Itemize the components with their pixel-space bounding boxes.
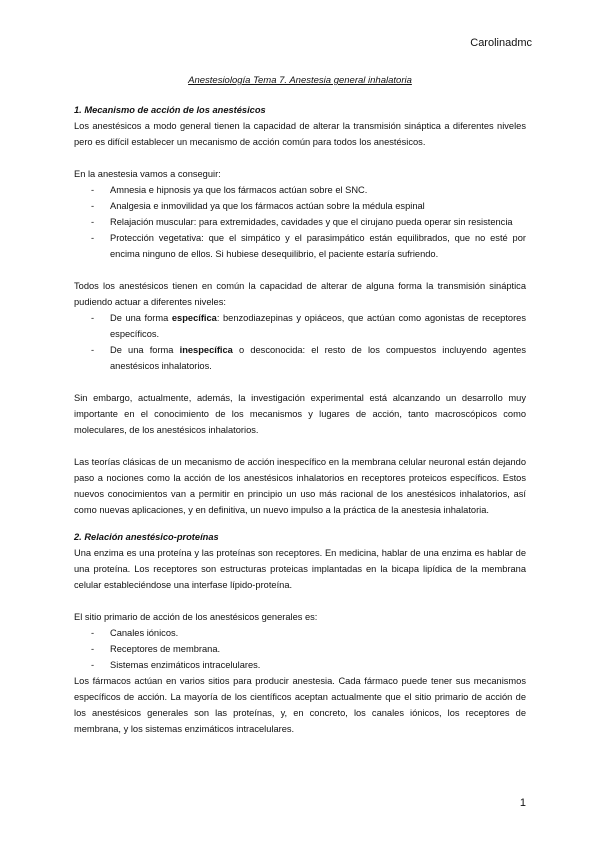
bold-term: específica (171, 313, 217, 323)
list-item: - De una forma inespecífica o desconocida: el resto de los compuestos incluyendo agentes anestésicos inhalatorios. (74, 342, 526, 374)
list-item: - De una forma específica: benzodiazepinas y opiáceos, que actúan como agonistas de receptores específicos. (74, 310, 526, 342)
bold-term: inespecífica (179, 345, 233, 355)
document-body (74, 102, 526, 737)
list-item: - Protección vegetativa: que el simpático y el parasimpático están equilibrados, que no esté por encima ninguno de ellos. Si hubiese desequilibrio, el paciente estaría sufriendo. (74, 230, 526, 262)
sites-list (74, 625, 526, 673)
goals-list (74, 182, 526, 262)
section-2-heading: 2. Relación anestésico-proteínas (74, 532, 219, 542)
list-item: - Amnesia e hipnosis ya que los fármacos actúan sobre el SNC. (74, 182, 526, 198)
paragraph: Sin embargo, actualmente, además, la investigación experimental está alcanzando un desarrollo muy importante en el conocimiento de los mecanismos y lugares de acción, tanto macroscópicos como moleculares, de los anestésicos inhalatorios. (74, 393, 526, 435)
list-item: - Sistemas enzimáticos intracelulares. (74, 657, 526, 673)
paragraph: Las teorías clásicas de un mecanismo de acción inespecífico en la membrana celular neuronal están dejando paso a nociones como la acción de los anestésicos inhalatorios en receptores proteicos específicos. Estos nuevos conocimientos van a permitir en principio un uso más racional de los anestésicos inhalatorios, así como nuevas aplicaciones, y en definitiva, un nuevo impulso a la práctica de la anestesia inhalatoria. (74, 457, 526, 515)
paragraph: En la anestesia vamos a conseguir: (74, 169, 221, 179)
list-item: - Relajación muscular: para extremidades, cavidades y que el cirujano pueda operar sin resistencia (74, 214, 526, 230)
list-item: - Analgesia e inmovilidad ya que los fármacos actúan sobre la médula espinal (74, 198, 526, 214)
header-author: Carolinadmc (470, 37, 532, 49)
levels-list (74, 310, 526, 374)
section-1-heading: 1. Mecanismo de acción de los anestésicos (74, 105, 266, 115)
list-item: - Canales iónicos. (74, 625, 526, 641)
paragraph: El sitio primario de acción de los anestésicos generales es: (74, 612, 318, 622)
list-item: - Receptores de membrana. (74, 641, 526, 657)
page-number: 1 (519, 797, 526, 809)
paragraph: Los fármacos actúan en varios sitios para producir anestesia. Cada fármaco puede tener sus mecanismos específicos de acción. La mayoría de los científicos aceptan actualmente que el sitio primario de acción de los anestésicos generales son las proteínas, y, en concreto, los canales iónicos, los receptores de membrana, y los sistemas enzimáticos intracelulares. (74, 676, 526, 734)
paragraph: Los anestésicos a modo general tienen la capacidad de alterar la transmisión sináptica a diferentes niveles pero es difícil establecer un mecanismo de acción común para todos los anestésicos. (74, 121, 526, 147)
document-title: Anestesiología Tema 7. Anestesia general inhalatoria (188, 75, 412, 86)
paragraph: Todos los anestésicos tienen en común la capacidad de alterar de alguna forma la transmisión sináptica pudiendo actuar a diferentes niveles: (74, 281, 526, 307)
paragraph: Una enzima es una proteína y las proteínas son receptores. En medicina, hablar de una enzima es hablar de una proteína. Los receptores son estructuras proteicas implantadas en la bicapa lipídica de la membrana celular estableciéndose una interfase lípido-proteína. (74, 548, 526, 590)
